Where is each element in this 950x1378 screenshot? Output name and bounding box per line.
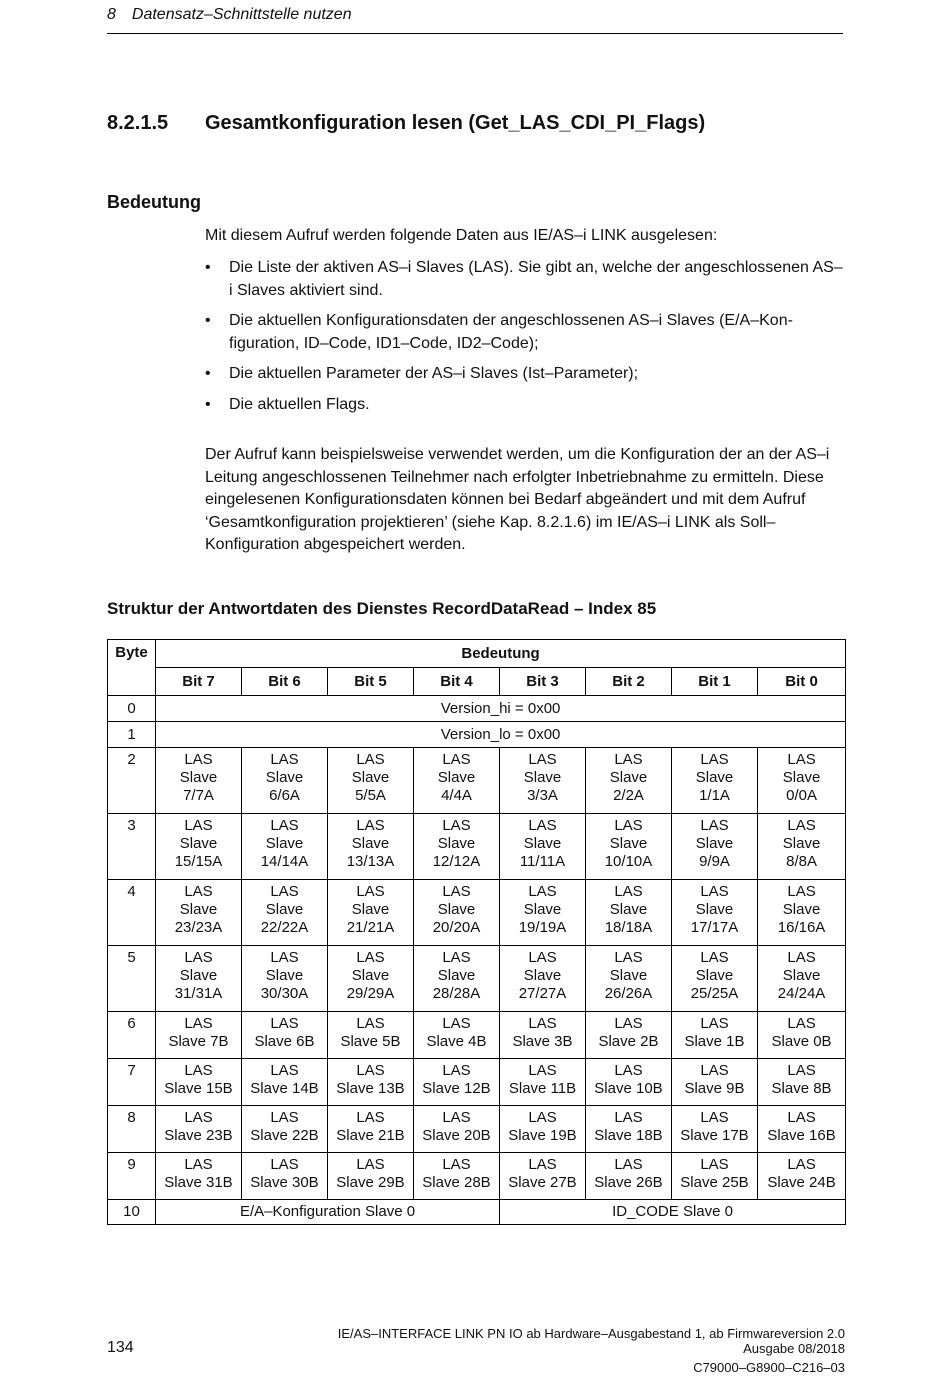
- cell-text-line: LAS: [700, 1109, 729, 1126]
- bit-header: Bit 1: [672, 668, 758, 696]
- las-bit-cell: [586, 1059, 672, 1106]
- cell-text-line: Slave 30B: [250, 1174, 319, 1191]
- cell-text-line: Slave 1B: [684, 1033, 745, 1050]
- las-bit-cell: [672, 1106, 758, 1153]
- byte-cell: 7: [108, 1059, 156, 1106]
- table-caption: Struktur der Antwortdaten des Dienstes RecordDataRead – Index 85: [107, 599, 657, 618]
- cell-text-line: Slave 5B: [340, 1033, 401, 1050]
- las-bit-cell: [672, 1012, 758, 1059]
- las-bit-cell: [328, 1059, 414, 1106]
- las-bit-cell: [500, 880, 586, 946]
- table-row: [108, 696, 846, 722]
- cell-text-line: Slave: [437, 835, 476, 852]
- cell-text-line: LAS: [270, 1062, 299, 1079]
- cell-text-line: LAS: [184, 1062, 213, 1079]
- cell-text-line: LAS: [528, 949, 557, 966]
- las-bit-cell: [328, 1012, 414, 1059]
- cell-text-line: Slave 27B: [508, 1174, 577, 1191]
- cell-text-line: LAS: [356, 751, 385, 768]
- cell-text-line: LAS: [356, 1062, 385, 1079]
- cell-text-line: LAS: [528, 751, 557, 768]
- las-bit-cell: [328, 748, 414, 814]
- footer-product-line: IE/AS–INTERFACE LINK PN IO ab Hardware–Ausgabestand 1, ab Firmwareversion 2.0: [337, 1326, 845, 1341]
- cell-text-line: Slave: [179, 901, 218, 918]
- cell-text-line: Slave: [695, 967, 734, 984]
- las-bit-cell: [328, 880, 414, 946]
- bullet-icon: •: [205, 395, 211, 413]
- bullet-icon: •: [205, 365, 211, 382]
- cell-text-line: LAS: [528, 1156, 557, 1173]
- cell-text-line: Slave: [351, 835, 390, 852]
- cell-text-line: Slave: [609, 967, 648, 984]
- cell-text-line: Slave 14B: [250, 1080, 319, 1097]
- cell-text-line: LAS: [787, 817, 816, 834]
- cell-text-line: LAS: [787, 883, 816, 900]
- las-bit-cell: [500, 1012, 586, 1059]
- cell-text-line: Slave 2B: [598, 1033, 659, 1050]
- cell-text-line: LAS: [528, 1015, 557, 1032]
- byte-column-header: Byte: [108, 640, 156, 696]
- cell-text-line: 28/28A: [432, 985, 481, 1002]
- cell-text-line: 0/0A: [786, 787, 817, 804]
- cell-text-line: 26/26A: [604, 985, 653, 1002]
- las-bit-cell: [672, 880, 758, 946]
- cell-text-line: 15/15A: [174, 853, 223, 870]
- cell-text-line: LAS: [442, 1062, 471, 1079]
- cell-text-line: Slave 26B: [594, 1174, 663, 1191]
- cell-text-line: Slave 16B: [767, 1127, 836, 1144]
- cell-text-line: Slave 23B: [164, 1127, 233, 1144]
- byte-cell: 1: [108, 722, 156, 748]
- cell-text-line: LAS: [700, 883, 729, 900]
- cell-text-line: Slave 7B: [168, 1033, 229, 1050]
- cell-text-line: LAS: [184, 751, 213, 768]
- cell-text-line: Slave 20B: [422, 1127, 491, 1144]
- cell-text-line: Slave: [351, 769, 390, 786]
- cell-text-line: Slave 6B: [254, 1033, 315, 1050]
- byte-cell: 4: [108, 880, 156, 946]
- byte-cell: 6: [108, 1012, 156, 1059]
- cell-text-line: LAS: [270, 817, 299, 834]
- cell-text-line: Slave 25B: [680, 1174, 749, 1191]
- las-bit-cell: [586, 1153, 672, 1200]
- byte-cell: 8: [108, 1106, 156, 1153]
- las-bit-cell: [156, 814, 242, 880]
- cell-text-line: 6/6A: [269, 787, 300, 804]
- cell-text-line: 7/7A: [183, 787, 214, 804]
- cell-text-line: 18/18A: [604, 919, 653, 936]
- cell-text-line: Slave: [179, 769, 218, 786]
- cell-text-line: LAS: [700, 1062, 729, 1079]
- las-bit-cell: [586, 1106, 672, 1153]
- cell-text-line: LAS: [787, 1015, 816, 1032]
- table-row: [108, 814, 846, 880]
- cell-text-line: Slave: [523, 967, 562, 984]
- cell-text-line: LAS: [442, 1015, 471, 1032]
- cell-text-line: Slave 24B: [767, 1174, 836, 1191]
- las-bit-cell: [414, 1012, 500, 1059]
- las-bit-cell: [672, 1153, 758, 1200]
- cell-text-line: LAS: [614, 1156, 643, 1173]
- cell-text-line: LAS: [700, 751, 729, 768]
- cell-text-line: LAS: [356, 1109, 385, 1126]
- table-row: [108, 1200, 846, 1225]
- cell-text-line: LAS: [356, 883, 385, 900]
- cell-text-line: Slave: [695, 835, 734, 852]
- las-bit-cell: [500, 1106, 586, 1153]
- cell-text-line: Slave: [351, 967, 390, 984]
- las-bit-cell: [414, 880, 500, 946]
- list-item: • Die aktuellen Konfigurationsdaten der angeschlossenen AS–i Slaves (E/A–Konfiguration, ID–Code, ID1–Code, ID2–Code);: [205, 312, 793, 352]
- las-bit-cell: [758, 1106, 846, 1153]
- meaning-column-header: Bedeutung: [156, 640, 846, 668]
- cell-text-line: LAS: [442, 1109, 471, 1126]
- bit-header-row: [108, 668, 846, 696]
- cell-text-line: LAS: [442, 1156, 471, 1173]
- las-bit-cell: [586, 946, 672, 1012]
- table-row: [108, 1012, 846, 1059]
- cell-text-line: Slave 22B: [250, 1127, 319, 1144]
- cell-text-line: LAS: [787, 751, 816, 768]
- las-bit-cell: [242, 1012, 328, 1059]
- las-bit-cell: [586, 1012, 672, 1059]
- cell-text-line: Slave: [437, 967, 476, 984]
- las-bit-cell: [328, 814, 414, 880]
- page-number: 134: [107, 1339, 134, 1356]
- las-bit-cell: [156, 1106, 242, 1153]
- cell-text-line: Slave 31B: [164, 1174, 233, 1191]
- bullet-list: [205, 257, 845, 424]
- las-bit-cell: [672, 814, 758, 880]
- cell-text-line: LAS: [184, 883, 213, 900]
- las-bit-cell: [242, 748, 328, 814]
- bit-header: Bit 7: [156, 668, 242, 696]
- cell-text-line: 4/4A: [441, 787, 472, 804]
- las-bit-cell: [414, 1153, 500, 1200]
- bit-header: Bit 4: [414, 668, 500, 696]
- cell-text-line: LAS: [270, 1156, 299, 1173]
- las-bit-cell: [500, 1153, 586, 1200]
- meaning-heading: Bedeutung: [107, 192, 201, 212]
- las-bit-cell: [586, 748, 672, 814]
- las-bit-cell: [758, 814, 846, 880]
- bullet-icon: •: [205, 312, 211, 329]
- cell-text-line: Slave 18B: [594, 1127, 663, 1144]
- cell-text-line: Slave 4B: [426, 1033, 487, 1050]
- cell-text-line: Slave 11B: [508, 1080, 577, 1097]
- las-bit-cell: [758, 880, 846, 946]
- cell-text-line: LAS: [356, 1015, 385, 1032]
- las-bit-cell: [672, 748, 758, 814]
- header-rule: [107, 33, 843, 34]
- cell-text-line: Slave: [782, 769, 821, 786]
- cell-text-line: LAS: [184, 1156, 213, 1173]
- las-bit-cell: [758, 1059, 846, 1106]
- cell-text-line: Slave 15B: [164, 1080, 233, 1097]
- cell-text-line: LAS: [787, 1062, 816, 1079]
- cell-text-line: 3/3A: [527, 787, 558, 804]
- usage-paragraph: Der Aufruf kann beispielsweise verwendet werden, um die Konfiguration der an der AS–i Leitung angeschlossenen Teilnehmer nach erfolgter Inbetriebnahme zu ermitteln. Diese eingelesenen Konfigurationsdaten können bei Bedarf abgeändert und mit dem Aufruf ‘Gesamtkonfiguration projektieren’ (siehe Kap. 8.2.1.6) im IE/AS–i LINK als Soll–Konfiguration abgespeichert werden.: [205, 446, 830, 553]
- cell-text-line: Slave 0B: [771, 1033, 832, 1050]
- cell-text-line: LAS: [528, 883, 557, 900]
- table-row: [108, 946, 846, 1012]
- cell-text-line: 2/2A: [613, 787, 644, 804]
- cell-text-line: LAS: [528, 1062, 557, 1079]
- cell-text-line: Slave: [179, 967, 218, 984]
- cell-text-line: LAS: [614, 883, 643, 900]
- las-bit-cell: [414, 946, 500, 1012]
- bit-header: Bit 2: [586, 668, 672, 696]
- cell-text-line: 23/23A: [174, 919, 223, 936]
- cell-text-line: LAS: [787, 949, 816, 966]
- cell-text-line: 30/30A: [260, 985, 309, 1002]
- las-bit-cell: [414, 1106, 500, 1153]
- footer-info: [338, 1326, 845, 1356]
- las-bit-cell: [242, 1106, 328, 1153]
- cell-text-line: Slave: [782, 967, 821, 984]
- cell-text-line: LAS: [356, 949, 385, 966]
- cell-text-line: 27/27A: [518, 985, 567, 1002]
- cell-text-line: LAS: [270, 1015, 299, 1032]
- las-bit-cell: [672, 1059, 758, 1106]
- response-data-table: [107, 639, 846, 1225]
- cell-text-line: 22/22A: [260, 919, 309, 936]
- cell-text-line: 25/25A: [690, 985, 739, 1002]
- byte-cell: 3: [108, 814, 156, 880]
- las-bit-cell: [242, 880, 328, 946]
- cell-text-line: Slave: [523, 901, 562, 918]
- cell-text-line: 12/12A: [432, 853, 481, 870]
- bit-header: Bit 0: [758, 668, 846, 696]
- io-config-cell: E/A–Konfiguration Slave 0: [156, 1200, 500, 1225]
- cell-text-line: LAS: [184, 1015, 213, 1032]
- cell-text-line: LAS: [270, 1109, 299, 1126]
- cell-text-line: LAS: [614, 751, 643, 768]
- cell-text-line: Slave 3B: [512, 1033, 573, 1050]
- table-row: [108, 1059, 846, 1106]
- las-bit-cell: [500, 1059, 586, 1106]
- cell-text-line: 5/5A: [355, 787, 386, 804]
- las-bit-cell: [414, 814, 500, 880]
- las-bit-cell: [500, 946, 586, 1012]
- table-row: [108, 722, 846, 748]
- las-bit-cell: [500, 814, 586, 880]
- cell-text-line: Slave: [609, 901, 648, 918]
- cell-text-line: Slave 8B: [771, 1080, 832, 1097]
- cell-text-line: LAS: [184, 1109, 213, 1126]
- cell-text-line: Slave: [265, 967, 304, 984]
- cell-text-line: Slave: [265, 901, 304, 918]
- cell-text-line: Slave: [695, 769, 734, 786]
- list-item: • Die aktuellen Flags.: [205, 394, 845, 417]
- cell-text-line: LAS: [614, 817, 643, 834]
- cell-text-line: 13/13A: [346, 853, 395, 870]
- table-row: [108, 1153, 846, 1200]
- las-bit-cell: [328, 946, 414, 1012]
- cell-text-line: LAS: [614, 1062, 643, 1079]
- cell-text-line: 24/24A: [777, 985, 826, 1002]
- cell-text-line: 21/21A: [346, 919, 395, 936]
- las-bit-cell: [242, 946, 328, 1012]
- cell-text-line: LAS: [787, 1109, 816, 1126]
- list-item: • Die Liste der aktiven AS–i Slaves (LAS). Sie gibt an, welche der angeschlossenen AS–i Slaves aktiviert sind.: [205, 259, 843, 299]
- running-header: 8 Datensatz–Schnittstelle nutzen: [107, 6, 352, 23]
- cell-text-line: LAS: [700, 1015, 729, 1032]
- cell-text-line: 29/29A: [346, 985, 395, 1002]
- id-code-cell: ID_CODE Slave 0: [500, 1200, 846, 1225]
- las-bit-cell: [156, 1059, 242, 1106]
- las-bit-cell: [414, 748, 500, 814]
- byte-cell: 2: [108, 748, 156, 814]
- las-bit-cell: [758, 946, 846, 1012]
- section-heading: [107, 112, 705, 135]
- list-item: • Die aktuellen Parameter der AS–i Slaves (Ist–Parameter);: [205, 363, 845, 386]
- cell-text-line: LAS: [184, 817, 213, 834]
- cell-text-line: LAS: [270, 949, 299, 966]
- cell-text-line: 19/19A: [518, 919, 567, 936]
- las-bit-cell: [242, 814, 328, 880]
- version-lo-cell: Version_lo = 0x00: [156, 722, 846, 748]
- cell-text-line: LAS: [787, 1156, 816, 1173]
- cell-text-line: LAS: [614, 949, 643, 966]
- cell-text-line: Slave 19B: [508, 1127, 577, 1144]
- cell-text-line: 17/17A: [690, 919, 739, 936]
- cell-text-line: 20/20A: [432, 919, 481, 936]
- section-title: Gesamtkonfiguration lesen (Get_LAS_CDI_PI_Flags): [205, 112, 706, 134]
- footer-doc-code: C79000–G8900–C216–03: [693, 1360, 845, 1375]
- cell-text-line: LAS: [528, 1109, 557, 1126]
- cell-text-line: Slave: [265, 835, 304, 852]
- cell-text-line: Slave: [351, 901, 390, 918]
- cell-text-line: Slave 13B: [336, 1080, 405, 1097]
- cell-text-line: Slave: [523, 835, 562, 852]
- cell-text-line: Slave 29B: [336, 1174, 405, 1191]
- cell-text-line: 8/8A: [786, 853, 817, 870]
- cell-text-line: LAS: [270, 883, 299, 900]
- las-bit-cell: [156, 748, 242, 814]
- byte-cell: 10: [108, 1200, 156, 1225]
- cell-text-line: LAS: [442, 751, 471, 768]
- cell-text-line: LAS: [700, 1156, 729, 1173]
- cell-text-line: Slave 9B: [684, 1080, 745, 1097]
- byte-cell: 5: [108, 946, 156, 1012]
- las-bit-cell: [242, 1153, 328, 1200]
- table-row: [108, 880, 846, 946]
- cell-text-line: LAS: [356, 1156, 385, 1173]
- cell-text-line: 16/16A: [777, 919, 826, 936]
- cell-text-line: Slave 17B: [680, 1127, 749, 1144]
- cell-text-line: LAS: [442, 883, 471, 900]
- byte-cell: 9: [108, 1153, 156, 1200]
- cell-text-line: LAS: [442, 949, 471, 966]
- las-bit-cell: [156, 880, 242, 946]
- cell-text-line: Slave 10B: [594, 1080, 663, 1097]
- bit-header: Bit 3: [500, 668, 586, 696]
- cell-text-line: Slave 28B: [422, 1174, 491, 1191]
- cell-text-line: Slave 12B: [422, 1080, 491, 1097]
- cell-text-line: Slave: [609, 835, 648, 852]
- las-bit-cell: [156, 1012, 242, 1059]
- section-number: 8.2.1.5: [107, 112, 169, 134]
- las-bit-cell: [242, 1059, 328, 1106]
- byte-cell: 0: [108, 696, 156, 722]
- cell-text-line: Slave: [695, 901, 734, 918]
- cell-text-line: 9/9A: [699, 853, 730, 870]
- version-hi-cell: Version_hi = 0x00: [156, 696, 846, 722]
- cell-text-line: LAS: [700, 817, 729, 834]
- intro-text: Mit diesem Aufruf werden folgende Daten aus IE/AS–i LINK ausgelesen:: [205, 227, 718, 244]
- cell-text-line: 1/1A: [699, 787, 730, 804]
- cell-text-line: Slave: [179, 835, 218, 852]
- cell-text-line: 11/11A: [519, 853, 566, 870]
- las-bit-cell: [758, 1012, 846, 1059]
- footer-edition: Ausgabe 08/2018: [743, 1341, 845, 1356]
- cell-text-line: LAS: [614, 1109, 643, 1126]
- cell-text-line: Slave 21B: [336, 1127, 405, 1144]
- bit-header: Bit 5: [328, 668, 414, 696]
- las-bit-cell: [672, 946, 758, 1012]
- cell-text-line: Slave: [523, 769, 562, 786]
- cell-text-line: Slave: [437, 901, 476, 918]
- las-bit-cell: [328, 1106, 414, 1153]
- las-bit-cell: [500, 748, 586, 814]
- cell-text-line: LAS: [528, 817, 557, 834]
- bullet-icon: •: [205, 259, 211, 276]
- cell-text-line: LAS: [614, 1015, 643, 1032]
- las-bit-cell: [156, 946, 242, 1012]
- cell-text-line: LAS: [700, 949, 729, 966]
- las-bit-cell: [758, 748, 846, 814]
- cell-text-line: LAS: [270, 751, 299, 768]
- cell-text-line: Slave: [609, 769, 648, 786]
- cell-text-line: LAS: [442, 817, 471, 834]
- table-row: [108, 748, 846, 814]
- cell-text-line: LAS: [356, 817, 385, 834]
- cell-text-line: Slave: [265, 769, 304, 786]
- las-bit-cell: [586, 814, 672, 880]
- las-bit-cell: [414, 1059, 500, 1106]
- cell-text-line: Slave: [782, 901, 821, 918]
- cell-text-line: 31/31A: [174, 985, 223, 1002]
- las-bit-cell: [586, 880, 672, 946]
- las-bit-cell: [328, 1153, 414, 1200]
- cell-text-line: Slave: [782, 835, 821, 852]
- cell-text-line: LAS: [184, 949, 213, 966]
- cell-text-line: 14/14A: [260, 853, 309, 870]
- bit-header: Bit 6: [242, 668, 328, 696]
- table-row: [108, 1106, 846, 1153]
- las-bit-cell: [758, 1153, 846, 1200]
- cell-text-line: Slave: [437, 769, 476, 786]
- cell-text-line: 10/10A: [604, 853, 653, 870]
- las-bit-cell: [156, 1153, 242, 1200]
